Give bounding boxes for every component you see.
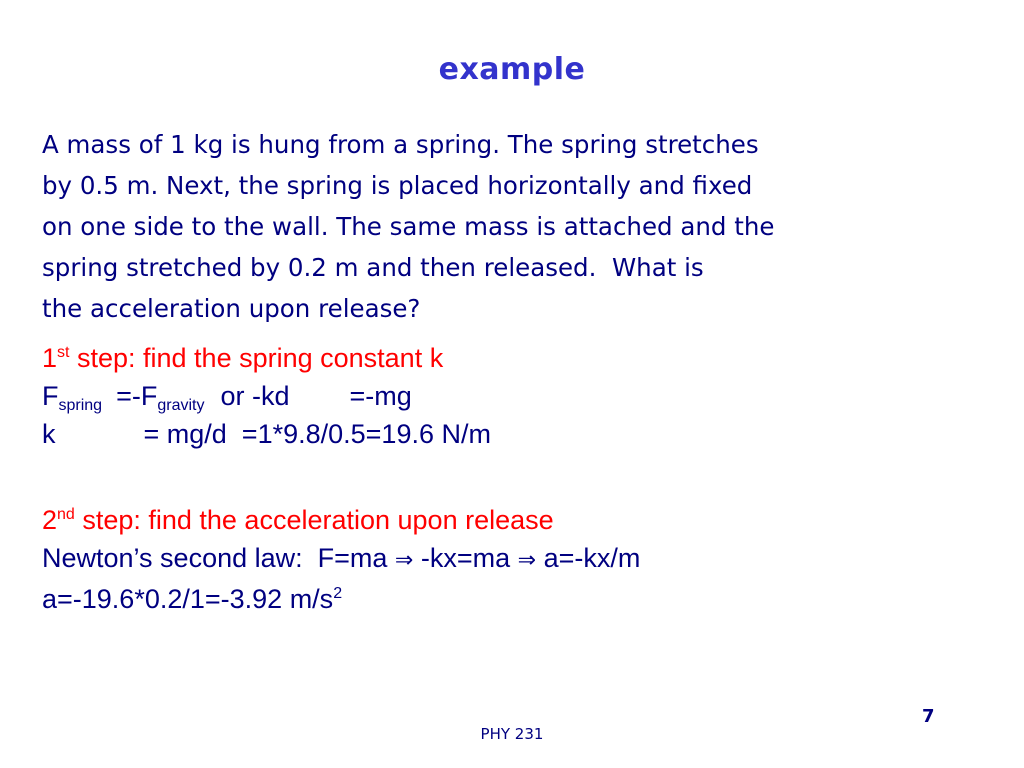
weight-term: =-mg bbox=[349, 381, 412, 411]
step-2-ordinal: nd bbox=[57, 506, 75, 523]
step-2-heading-text: step: find the acceleration upon release bbox=[74, 505, 554, 535]
acceleration-formula: a=-kx/m bbox=[536, 543, 641, 573]
units-exponent: 2 bbox=[333, 585, 343, 602]
force-subscript-spring: spring bbox=[58, 397, 103, 414]
spring-constant-value: = mg/d =1*9.8/0.5=19.6 N/m bbox=[143, 419, 491, 449]
problem-line: by 0.5 m. Next, the spring is placed horizontally and fixed bbox=[42, 171, 753, 200]
acceleration-value: a=-19.6*0.2/1=-3.92 m/s bbox=[42, 584, 334, 614]
step-1-block bbox=[42, 339, 491, 453]
newton-law-line bbox=[42, 539, 640, 580]
footer-course: PHY 231 bbox=[480, 725, 544, 743]
problem-line: spring stretched by 0.2 m and then released. What is bbox=[42, 253, 704, 282]
step-1-heading bbox=[42, 339, 491, 377]
step-2-heading bbox=[42, 501, 640, 539]
force-subscript-gravity: gravity bbox=[157, 397, 205, 414]
problem-line: A mass of 1 kg is hung from a spring. The spring stretches bbox=[42, 130, 759, 159]
hooke-newton-text: -kx=ma bbox=[413, 543, 518, 573]
implies-arrow-icon: ⇒ bbox=[517, 548, 537, 573]
step-2-block bbox=[42, 501, 640, 618]
problem-statement bbox=[42, 124, 992, 329]
spring-constant-symbol: k bbox=[42, 419, 56, 449]
spring-constant-equation bbox=[42, 415, 491, 453]
page-number: 7 bbox=[922, 706, 935, 727]
step-2-number: 2 bbox=[42, 505, 58, 535]
force-symbol: F bbox=[42, 381, 59, 411]
hooke-term: or -kd bbox=[220, 381, 290, 411]
step-1-number: 1 bbox=[42, 343, 58, 373]
newton-law-text: Newton’s second law: F=ma bbox=[42, 543, 395, 573]
problem-line: on one side to the wall. The same mass is attached and the bbox=[42, 212, 775, 241]
problem-line: the acceleration upon release? bbox=[42, 294, 421, 323]
slide-title: example bbox=[438, 52, 586, 87]
step-1-ordinal: st bbox=[57, 344, 70, 361]
force-equation bbox=[42, 377, 491, 415]
implies-arrow-icon: ⇒ bbox=[394, 548, 414, 573]
gravity-force: =-F bbox=[116, 381, 158, 411]
acceleration-result bbox=[42, 580, 640, 618]
step-1-heading-text: step: find the spring constant k bbox=[69, 343, 444, 373]
